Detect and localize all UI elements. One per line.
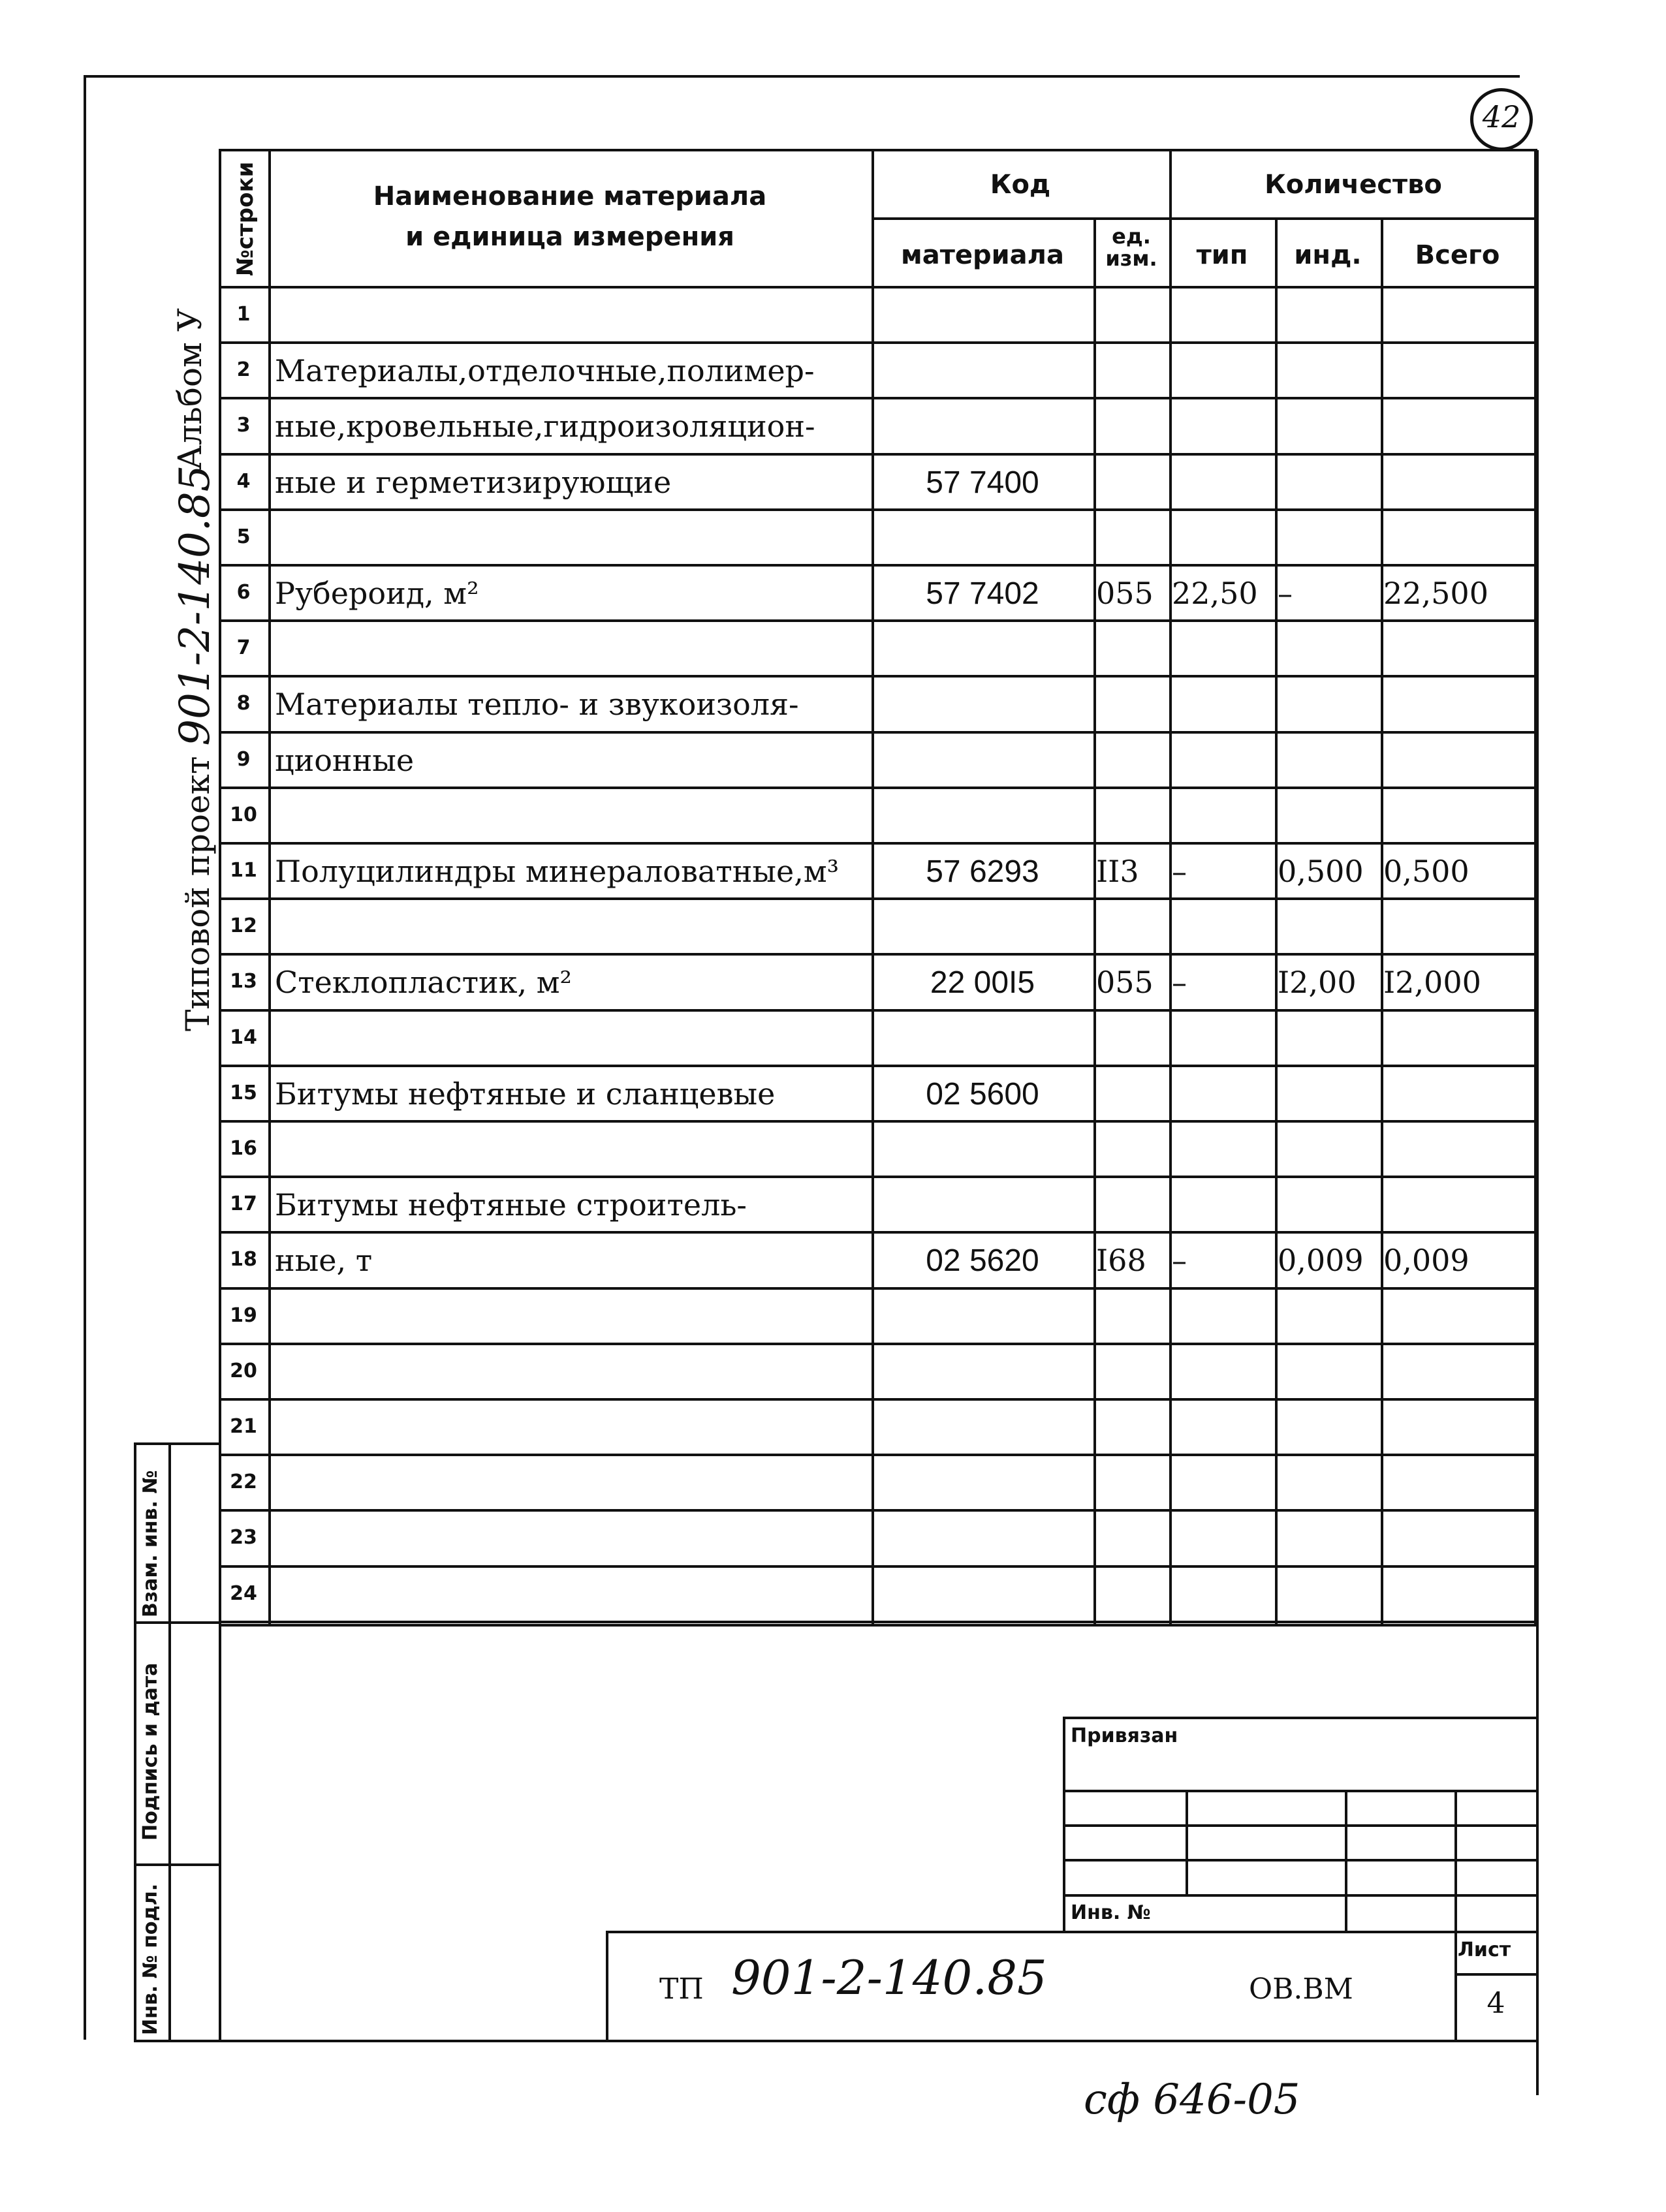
tb-project-number: 901-2-140.85 xyxy=(731,1950,1047,2005)
header-quantity: Количество xyxy=(1265,170,1442,200)
cell-typ: – xyxy=(1172,1243,1187,1279)
header-code-material: материала xyxy=(901,240,1064,270)
row-bottom-line xyxy=(219,731,1537,734)
row-bottom-line xyxy=(219,619,1537,622)
row-bottom-line xyxy=(219,1120,1537,1123)
cell-name: ные,кровельные,гидроизоляцион- xyxy=(275,409,815,444)
side-project-label: Типовой проект 901-2-140.85 xyxy=(171,465,219,1031)
strip-inv-podl: Инв. № подл. xyxy=(139,1883,162,2035)
cell-code: 57 6293 xyxy=(926,854,1039,889)
cell-unit: I68 xyxy=(1096,1243,1146,1279)
strip-right-line xyxy=(219,1442,221,2042)
row-number: 14 xyxy=(230,1025,257,1049)
cell-total: I2,000 xyxy=(1383,965,1481,1001)
cell-code: 02 5620 xyxy=(926,1243,1039,1279)
cell-code: 57 7402 xyxy=(926,576,1039,611)
tb-vsep-1 xyxy=(1186,1790,1188,1894)
row-bottom-line xyxy=(219,1454,1537,1456)
cell-name: Полуцилиндры минераловатные,м³ xyxy=(275,854,840,889)
cell-total: 0,009 xyxy=(1383,1243,1470,1279)
row-number: 12 xyxy=(230,914,257,938)
cell-total: 22,500 xyxy=(1383,576,1488,611)
col-code-sep xyxy=(1093,217,1096,1624)
tb-sheet-sep xyxy=(1454,1973,1537,1976)
row-bottom-line xyxy=(219,842,1537,845)
cell-unit: 055 xyxy=(1096,965,1154,1001)
row-number: 6 xyxy=(236,581,251,604)
row-number: 11 xyxy=(230,859,257,882)
cell-typ: 22,50 xyxy=(1172,576,1258,611)
row-number: 5 xyxy=(236,525,251,548)
row-number: 9 xyxy=(236,747,251,771)
header-qty-ind: инд. xyxy=(1294,240,1362,270)
cell-name: Битумы нефтяные строитель- xyxy=(275,1187,747,1223)
row-number: 18 xyxy=(230,1248,257,1271)
footer-note: сф 646-05 xyxy=(1084,2076,1300,2124)
row-number: 10 xyxy=(230,803,257,826)
row-number: 20 xyxy=(230,1359,257,1382)
row-bottom-line xyxy=(219,1621,1537,1623)
row-number: 15 xyxy=(230,1081,257,1104)
tb-privyazan: Привязан xyxy=(1071,1724,1178,1747)
row-bottom-line xyxy=(219,453,1537,456)
strip-vzam-inv: Взам. инв. № xyxy=(139,1470,162,1617)
materials-table xyxy=(219,149,1537,1624)
cell-name: Рубероид, м² xyxy=(275,576,479,611)
row-bottom-line xyxy=(219,1231,1537,1234)
header-row-no: №строки xyxy=(232,161,259,276)
cell-name: ные, т xyxy=(275,1243,373,1279)
cell-typ: – xyxy=(1172,965,1187,1001)
cell-name: Стеклопластик, м² xyxy=(275,965,572,1001)
row-number: 1 xyxy=(236,303,251,326)
row-number: 4 xyxy=(236,469,251,493)
tb-tp: ТП xyxy=(659,1972,704,2006)
row-bottom-line xyxy=(219,508,1537,511)
row-bottom-line xyxy=(219,1565,1537,1568)
tb-sheet-number: 4 xyxy=(1486,1987,1505,2020)
header-mid-line xyxy=(872,217,1537,220)
strip-top-line xyxy=(134,1442,220,1445)
row-bottom-line xyxy=(219,1343,1537,1345)
cell-code: 02 5600 xyxy=(926,1076,1039,1112)
row-bottom-line xyxy=(219,897,1537,900)
tb-stamp-left xyxy=(606,1931,608,2042)
strip-podpis-data: Подпись и дата xyxy=(139,1662,162,1841)
header-name-line2: и единица измерения xyxy=(405,222,734,252)
row-bottom-line xyxy=(219,1009,1537,1012)
page-border-top xyxy=(84,75,1520,78)
row-bottom-line xyxy=(219,1176,1537,1178)
tb-line-4 xyxy=(1063,1859,1537,1862)
page-number: 42 xyxy=(1482,99,1521,134)
strip-inner-line xyxy=(168,1442,171,2042)
header-name-line1: Наименование материала xyxy=(373,181,767,211)
cell-total: 0,500 xyxy=(1383,854,1470,889)
row-number: 23 xyxy=(230,1526,257,1550)
row-bottom-line xyxy=(219,341,1537,344)
cell-code: 22 00I5 xyxy=(930,965,1035,1001)
header-qty-type: тип xyxy=(1196,240,1248,270)
tb-line-2 xyxy=(1063,1790,1537,1792)
cell-name: ные и герметизирующие xyxy=(275,464,672,500)
cell-ind: I2,00 xyxy=(1278,965,1357,1001)
row-number: 19 xyxy=(230,1303,257,1327)
row-number: 16 xyxy=(230,1137,257,1160)
row-number: 21 xyxy=(230,1415,257,1438)
table-top-line xyxy=(219,149,1537,151)
side-album-label: Альбом У xyxy=(171,308,209,470)
row-number: 2 xyxy=(236,358,251,382)
strip-sep-2 xyxy=(134,1863,220,1866)
row-number: 3 xyxy=(236,414,251,437)
tb-privyazan-top xyxy=(1063,1717,1537,1719)
strip-sep-1 xyxy=(134,1621,220,1624)
tb-line-5 xyxy=(1063,1894,1537,1897)
cell-ind: – xyxy=(1278,576,1293,611)
header-code: Код xyxy=(990,170,1051,200)
side-project-number: 901-2-140.85 xyxy=(171,465,219,746)
strip-left-line xyxy=(134,1442,136,2042)
row-bottom-line xyxy=(219,675,1537,678)
col-rowno-sep xyxy=(268,149,271,1624)
tb-stamp-top xyxy=(606,1931,1537,1933)
row-number: 22 xyxy=(230,1471,257,1494)
title-block xyxy=(606,1717,1537,2042)
tb-inv-no: Инв. № xyxy=(1071,1901,1151,1924)
col-typ-sep xyxy=(1275,217,1278,1624)
cell-name: Битумы нефтяные и сланцевые xyxy=(275,1076,776,1112)
page-border-left xyxy=(84,75,86,2040)
header-qty-total: Всего xyxy=(1415,240,1500,270)
row-number: 13 xyxy=(230,970,257,993)
header-code-unit: ед. изм. xyxy=(1105,224,1157,271)
row-number: 7 xyxy=(236,636,251,660)
cell-name: Материалы тепло- и звукоизоля- xyxy=(275,687,799,723)
row-bottom-line xyxy=(219,397,1537,399)
tb-sheet-label: Лист xyxy=(1458,1939,1511,1961)
row-number: 17 xyxy=(230,1192,257,1216)
cell-code: 57 7400 xyxy=(926,465,1039,500)
row-bottom-line xyxy=(219,1509,1537,1512)
row-number: 24 xyxy=(230,1581,257,1605)
row-bottom-line xyxy=(219,1065,1537,1067)
row-bottom-line xyxy=(219,1287,1537,1290)
row-bottom-line xyxy=(219,787,1537,789)
table-right-line xyxy=(1534,149,1537,1624)
cell-unit: II3 xyxy=(1096,854,1139,889)
cell-ind: 0,009 xyxy=(1278,1243,1364,1279)
bottom-block-top-line xyxy=(219,1624,1537,1627)
col-ind-sep xyxy=(1381,217,1383,1624)
tb-doc-code: ОВ.ВМ xyxy=(1249,1972,1353,2006)
cell-name: Материалы,отделочные,полимер- xyxy=(275,353,815,389)
row-bottom-line xyxy=(219,564,1537,567)
row-number: 8 xyxy=(236,692,251,715)
cell-unit: 055 xyxy=(1096,576,1154,611)
cell-typ: – xyxy=(1172,854,1187,889)
row-bottom-line xyxy=(219,1398,1537,1401)
cell-name: ционные xyxy=(275,742,415,778)
header-bottom-line xyxy=(219,286,1537,288)
tb-line-3 xyxy=(1063,1824,1537,1827)
tb-vsep-2 xyxy=(1345,1790,1347,1932)
cell-ind: 0,500 xyxy=(1278,854,1364,889)
row-bottom-line xyxy=(219,953,1537,956)
